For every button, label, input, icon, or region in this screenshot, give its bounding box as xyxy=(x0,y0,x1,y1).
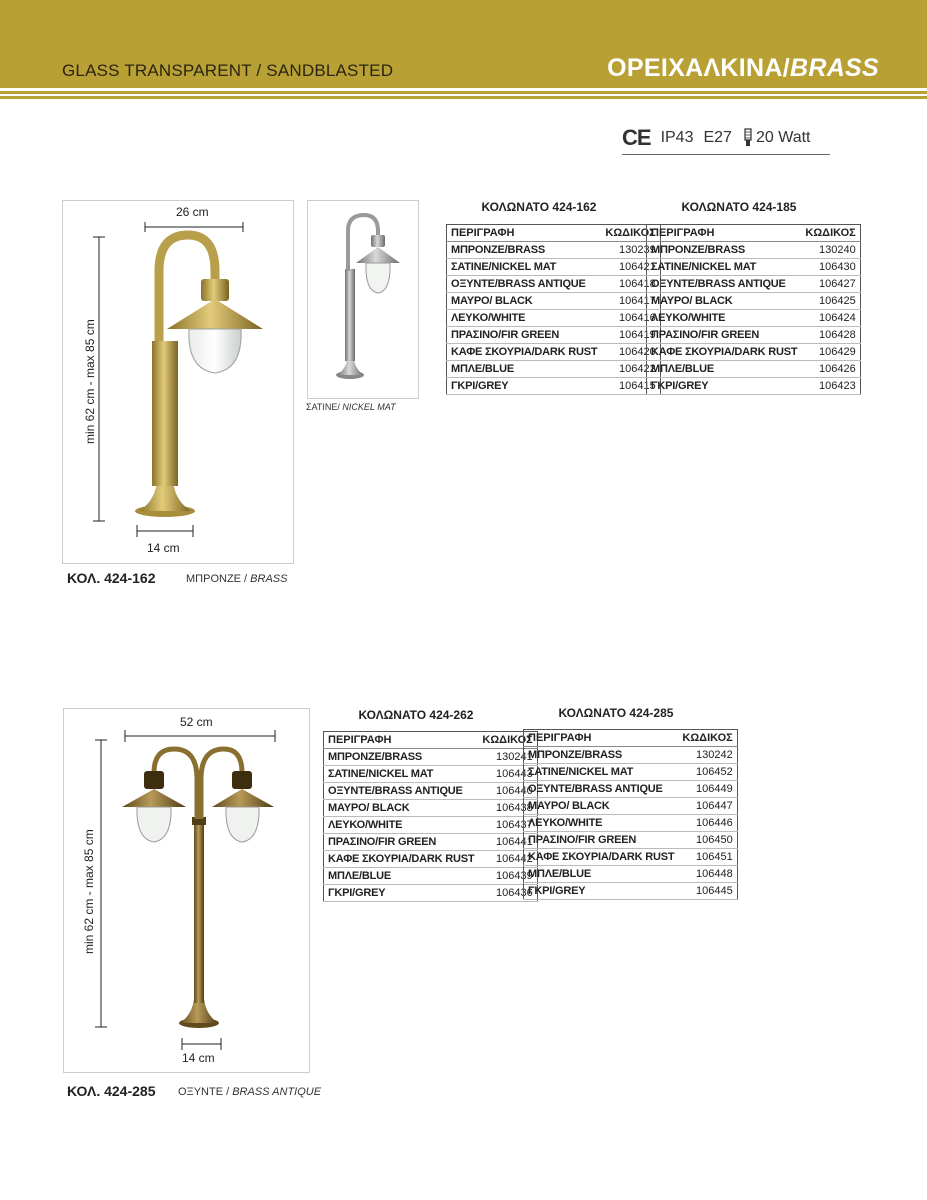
code-table-424-262 xyxy=(323,731,538,902)
col-header-desc: ΠΕΡΙΓΡΑΦΗ xyxy=(324,732,479,749)
ce-mark: CE xyxy=(622,125,651,150)
product-image-nickel xyxy=(307,200,419,399)
col-header-desc: ΠΕΡΙΓΡΑΦΗ xyxy=(647,225,802,242)
table-row: ΟΞΥΝΤΕ/BRASS ANTIQUE 106418 xyxy=(447,276,661,293)
product-finish: ΟΞΥΝΤΕ / BRASS ANTIQUE xyxy=(178,1086,322,1098)
product-image-424-285 xyxy=(63,708,310,1073)
spec-bar xyxy=(622,122,830,155)
height-dimension: min 62 cm - max 85 cm xyxy=(82,829,96,954)
table-row: ΠΡΑΣΙΝΟ/FIR GREEN 106419 xyxy=(447,327,661,344)
table-row: ΓΚΡΙ/GREY 106445 xyxy=(524,883,738,900)
table-row: ΛΕΥΚΟ/WHITE 106437 xyxy=(324,817,538,834)
table-row: ΠΡΑΣΙΝΟ/FIR GREEN 106441 xyxy=(324,834,538,851)
table-row: ΣΑΤΙΝΕ/NICKEL MAT 106421 xyxy=(447,259,661,276)
code-table-424-285 xyxy=(523,729,738,900)
table-row: ΜΑΥΡΟ/ BLACK 106447 xyxy=(524,798,738,815)
table-row: ΚΑΦΕ ΣΚΟΥΡΙΑ/DARK RUST 106429 xyxy=(647,344,861,361)
table-row: ΛΕΥΚΟ/WHITE 106416 xyxy=(447,310,661,327)
table-row: ΠΡΑΣΙΝΟ/FIR GREEN 106450 xyxy=(524,832,738,849)
col-header-desc: ΠΕΡΙΓΡΑΦΗ xyxy=(447,225,602,242)
table-row: ΜΠΡΟΝΖΕ/BRASS 130242 xyxy=(524,747,738,764)
alt-finish-caption: ΣΑΤΙΝΕ/ NICKEL MAT xyxy=(306,402,396,412)
table-row: ΚΑΦΕ ΣΚΟΥΡΙΑ/DARK RUST 106451 xyxy=(524,849,738,866)
table-row: ΚΑΦΕ ΣΚΟΥΡΙΑ/DARK RUST 106420 xyxy=(447,344,661,361)
table-title: ΚΟΛΩΝΑΤΟ 424-285 xyxy=(558,706,674,720)
width-dimension: 26 cm xyxy=(176,205,209,219)
table-row: ΜΠΛΕ/BLUE 106422 xyxy=(447,361,661,378)
table-row: ΓΚΡΙ/GREY 106415 xyxy=(447,378,661,395)
table-row: ΓΚΡΙ/GREY 106436 xyxy=(324,885,538,902)
base-dimension: 14 cm xyxy=(182,1051,215,1065)
lamp-illustration xyxy=(63,201,293,563)
product-code: ΚΟΛ. 424-285 xyxy=(67,1083,156,1099)
table-row: ΜΠΛΕ/BLUE 106426 xyxy=(647,361,861,378)
table-row: ΣΑΤΙΝΕ/NICKEL MAT 106430 xyxy=(647,259,861,276)
col-header-desc: ΠΕΡΙΓΡΑΦΗ xyxy=(524,730,679,747)
table-row: ΜΑΥΡΟ/ BLACK 106438 xyxy=(324,800,538,817)
col-header-code: ΚΩΔΙΚΟΣ xyxy=(478,732,537,749)
col-header-code: ΚΩΔΙΚΟΣ xyxy=(801,225,860,242)
table-row: ΜΑΥΡΟ/ BLACK 106417 xyxy=(447,293,661,310)
product-finish: ΜΠΡΟΝΖΕ / BRASS xyxy=(186,573,288,585)
table-row: ΟΞΥΝΤΕ/BRASS ANTIQUE 106427 xyxy=(647,276,861,293)
col-header-code: ΚΩΔΙΚΟΣ xyxy=(678,730,737,747)
table-row: ΜΠΡΟΝΖΕ/BRASS 130240 xyxy=(647,242,861,259)
base-dimension: 14 cm xyxy=(147,541,180,555)
header-subtitle: GLASS TRANSPARENT / SANDBLASTED xyxy=(62,61,394,80)
table-title: ΚΟΛΩΝΑΤΟ 424-262 xyxy=(358,708,474,722)
table-row: ΜΠΡΟΝΖΕ/BRASS 130239 xyxy=(447,242,661,259)
table-row: ΜΠΛΕ/BLUE 106448 xyxy=(524,866,738,883)
table-row: ΜΠΛΕ/BLUE 106439 xyxy=(324,868,538,885)
table-row: ΣΑΤΙΝΕ/NICKEL MAT 106452 xyxy=(524,764,738,781)
table-row: ΟΞΥΝΤΕ/BRASS ANTIQUE 106449 xyxy=(524,781,738,798)
height-dimension: min 62 cm - max 85 cm xyxy=(83,319,97,444)
table-row: ΛΕΥΚΟ/WHITE 106424 xyxy=(647,310,861,327)
table-row: ΜΑΥΡΟ/ BLACK 106425 xyxy=(647,293,861,310)
bulb-icon xyxy=(742,127,754,149)
table-title: ΚΟΛΩΝΑΤΟ 424-162 xyxy=(481,200,597,214)
table-row: ΓΚΡΙ/GREY 106423 xyxy=(647,378,861,395)
table-row: ΠΡΑΣΙΝΟ/FIR GREEN 106428 xyxy=(647,327,861,344)
table-title: ΚΟΛΩΝΑΤΟ 424-185 xyxy=(681,200,797,214)
ip-rating: IP43 xyxy=(660,129,694,146)
double-lamp-illustration xyxy=(64,709,309,1072)
table-row: ΣΑΤΙΝΕ/NICKEL MAT 106443 xyxy=(324,766,538,783)
header-stripe xyxy=(0,91,927,94)
lamp-illustration-nickel xyxy=(308,201,418,398)
col-header-code: ΚΩΔΙΚΟΣ xyxy=(601,225,660,242)
table-row: ΚΑΦΕ ΣΚΟΥΡΙΑ/DARK RUST 106442 xyxy=(324,851,538,868)
width-dimension: 52 cm xyxy=(180,715,213,729)
header-stripe xyxy=(0,96,927,99)
header-title: ΟΡΕΙΧΑΛΚΙΝΑ/BRASS xyxy=(607,54,879,82)
socket-type: E27 xyxy=(703,129,732,146)
table-row: ΛΕΥΚΟ/WHITE 106446 xyxy=(524,815,738,832)
product-code: ΚΟΛ. 424-162 xyxy=(67,570,156,586)
table-row: ΜΠΡΟΝΖΕ/BRASS 130241 xyxy=(324,749,538,766)
code-table-424-185 xyxy=(646,224,861,395)
code-table-424-162 xyxy=(446,224,661,395)
table-row: ΟΞΥΝΤΕ/BRASS ANTIQUE 106440 xyxy=(324,783,538,800)
wattage: 20 Watt xyxy=(755,129,811,146)
